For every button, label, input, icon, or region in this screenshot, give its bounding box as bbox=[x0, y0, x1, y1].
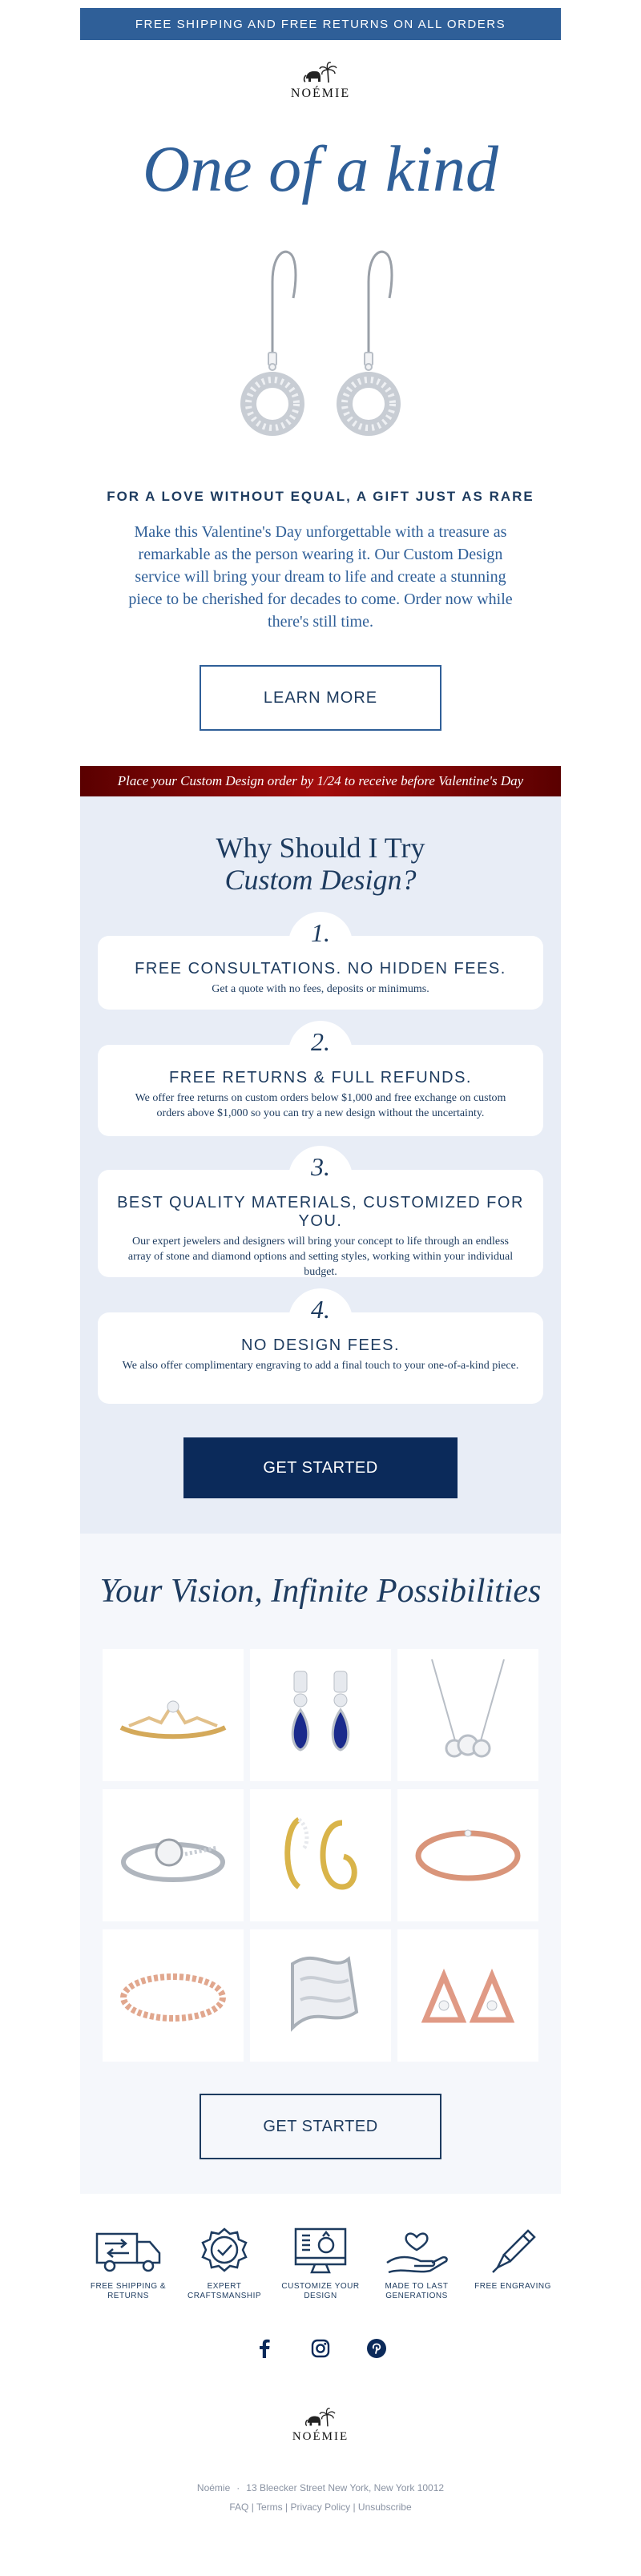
shipping-banner-text: FREE SHIPPING AND FREE RETURNS ON ALL ORDERS bbox=[135, 17, 506, 31]
benefit-description: Get a quote with no fees, deposits or minimums. bbox=[212, 983, 429, 995]
benefit-card-2 bbox=[98, 1027, 543, 1136]
email-container bbox=[80, 8, 561, 2513]
feature-free-engraving bbox=[473, 2227, 553, 2301]
social-links bbox=[80, 2338, 561, 2359]
bypass-ring-image bbox=[113, 1816, 233, 1896]
hand-heart-icon bbox=[382, 2227, 451, 2276]
tennis-bracelet-image bbox=[113, 1956, 233, 2036]
vision-title: Your Vision, Infinite Possibilities bbox=[99, 1573, 542, 1610]
feature-free-shipping bbox=[88, 2227, 168, 2301]
hero-title: One of a kind bbox=[142, 132, 499, 205]
why-title bbox=[80, 832, 561, 896]
monitor-ring-icon bbox=[286, 2227, 355, 2276]
benefit-number: 4. bbox=[288, 1288, 353, 1333]
deadline-banner[interactable] bbox=[80, 766, 561, 796]
product-tile-tennis-bracelet[interactable] bbox=[103, 1929, 244, 2062]
benefit-description: We also offer complimentary engraving to add a final touch to your one-of-a-kind piece. bbox=[122, 1360, 519, 1372]
benefit-number: 1. bbox=[288, 912, 353, 957]
engraving-pen-icon bbox=[478, 2227, 547, 2276]
rose-gold-bangle-image bbox=[408, 1816, 528, 1896]
badge-check-icon bbox=[190, 2227, 259, 2276]
brand-logo[interactable] bbox=[80, 61, 561, 106]
feature-customize bbox=[280, 2227, 361, 2301]
feature-craftsmanship bbox=[184, 2227, 264, 2301]
benefit-description: We offer free returns on custom orders below $1,000 and free exchange on custom orders above $1,000 so you can try a new design without the uncertainty. bbox=[135, 1092, 506, 1119]
get-started-button-secondary[interactable]: GET STARTED bbox=[200, 2094, 441, 2159]
terms-link[interactable]: Terms bbox=[256, 2501, 283, 2513]
wave-ring-image bbox=[268, 1940, 373, 2052]
why-title-line1: Why Should I Try bbox=[216, 832, 425, 864]
facebook-icon[interactable] bbox=[254, 2338, 275, 2359]
truck-icon bbox=[94, 2227, 163, 2276]
crown-ring-image bbox=[113, 1679, 233, 1752]
benefit-title: NO DESIGN FEES. bbox=[240, 1336, 401, 1354]
product-tile-wave-ring[interactable] bbox=[250, 1929, 391, 2062]
deadline-text: Place your Custom Design order by 1/24 to receive before Valentine's Day bbox=[117, 773, 524, 788]
feature-label: FREE SHIPPING & RETURNS bbox=[90, 2282, 167, 2300]
product-tile-three-stone-necklace[interactable] bbox=[397, 1649, 538, 1781]
product-grid bbox=[103, 1649, 538, 2062]
footer-brand-name: NOÉMIE bbox=[292, 2430, 349, 2443]
gold-huggie-earrings-image bbox=[268, 1804, 373, 1908]
vision-section bbox=[80, 1534, 561, 2194]
product-tile-rose-gold-bangle[interactable] bbox=[397, 1789, 538, 1921]
benefit-number: 3. bbox=[288, 1146, 353, 1191]
why-title-line2: Custom Design? bbox=[224, 864, 417, 896]
benefit-title: FREE RETURNS & FULL REFUNDS. bbox=[169, 1069, 472, 1086]
instagram-icon[interactable] bbox=[310, 2338, 331, 2359]
product-tile-bypass-ring[interactable] bbox=[103, 1789, 244, 1921]
benefit-card-1 bbox=[98, 918, 543, 1010]
unsubscribe-link[interactable]: Unsubscribe bbox=[357, 2501, 412, 2513]
get-started-button-primary[interactable]: GET STARTED bbox=[183, 1437, 458, 1498]
footer-address: Noémie · 13 Bleecker Street New York, New York 10012 bbox=[196, 2482, 445, 2493]
three-stone-necklace-image bbox=[408, 1655, 528, 1776]
benefit-cards bbox=[80, 918, 561, 1404]
palm-elephant-logo-icon bbox=[303, 61, 338, 85]
sapphire-earrings-image bbox=[276, 1663, 365, 1768]
product-tile-gold-huggies[interactable] bbox=[250, 1789, 391, 1921]
palm-elephant-logo-icon bbox=[304, 2407, 337, 2429]
hero-body-text: Make this Valentine's Day unforgettable with a treasure as remarkable as the person wearing it. Our Custom Design service will bring your dream to life and create a stunning piece to be cherished for decades to come. Order now while there's still time. bbox=[128, 523, 513, 631]
product-tile-sapphire-earrings[interactable] bbox=[250, 1649, 391, 1781]
benefit-description: Our expert jewelers and designers will bring your concept to life through an endless array of stone and diamond options and setting styles, working within your individual budget. bbox=[127, 1236, 514, 1278]
benefit-card-4 bbox=[98, 1295, 543, 1404]
feature-label: EXPERT CRAFTSMANSHIP bbox=[187, 2282, 262, 2300]
benefit-title: BEST QUALITY MATERIALS, CUSTOMIZED FOR YOU. bbox=[117, 1194, 524, 1230]
feature-label: CUSTOMIZE YOUR DESIGN bbox=[281, 2282, 360, 2300]
feature-label: MADE TO LAST GENERATIONS bbox=[385, 2282, 449, 2300]
triangle-stud-earrings-image bbox=[416, 1956, 520, 2036]
brand-name: NOÉMIE bbox=[290, 87, 351, 100]
footer-company: Noémie bbox=[196, 2482, 231, 2493]
footer-links: FAQ | Terms | Privacy Policy | Unsubscribe bbox=[229, 2501, 412, 2513]
benefit-card-3 bbox=[98, 1152, 543, 1278]
faq-link[interactable]: FAQ bbox=[229, 2501, 249, 2513]
hero-tagline: FOR A LOVE WITHOUT EQUAL, A GIFT JUST AS RARE bbox=[107, 489, 534, 504]
privacy-policy-link[interactable]: Privacy Policy bbox=[290, 2501, 351, 2513]
feature-label: FREE ENGRAVING bbox=[474, 2282, 551, 2291]
shipping-banner[interactable] bbox=[80, 8, 561, 40]
footer-logo[interactable] bbox=[80, 2407, 561, 2444]
footer-street-address: 13 Bleecker Street New York, New York 10012 bbox=[246, 2482, 445, 2493]
benefit-title: FREE CONSULTATIONS. NO HIDDEN FEES. bbox=[135, 960, 506, 978]
feature-made-to-last bbox=[377, 2227, 457, 2301]
earrings-product-image[interactable] bbox=[216, 234, 425, 447]
why-custom-design-section bbox=[80, 796, 561, 1534]
benefit-number: 2. bbox=[288, 1021, 353, 1066]
features-row bbox=[80, 2227, 561, 2301]
product-tile-triangle-studs[interactable] bbox=[397, 1929, 538, 2062]
product-tile-crown-ring[interactable] bbox=[103, 1649, 244, 1781]
learn-more-button[interactable]: LEARN MORE bbox=[200, 665, 441, 731]
pinterest-icon[interactable] bbox=[366, 2338, 387, 2359]
